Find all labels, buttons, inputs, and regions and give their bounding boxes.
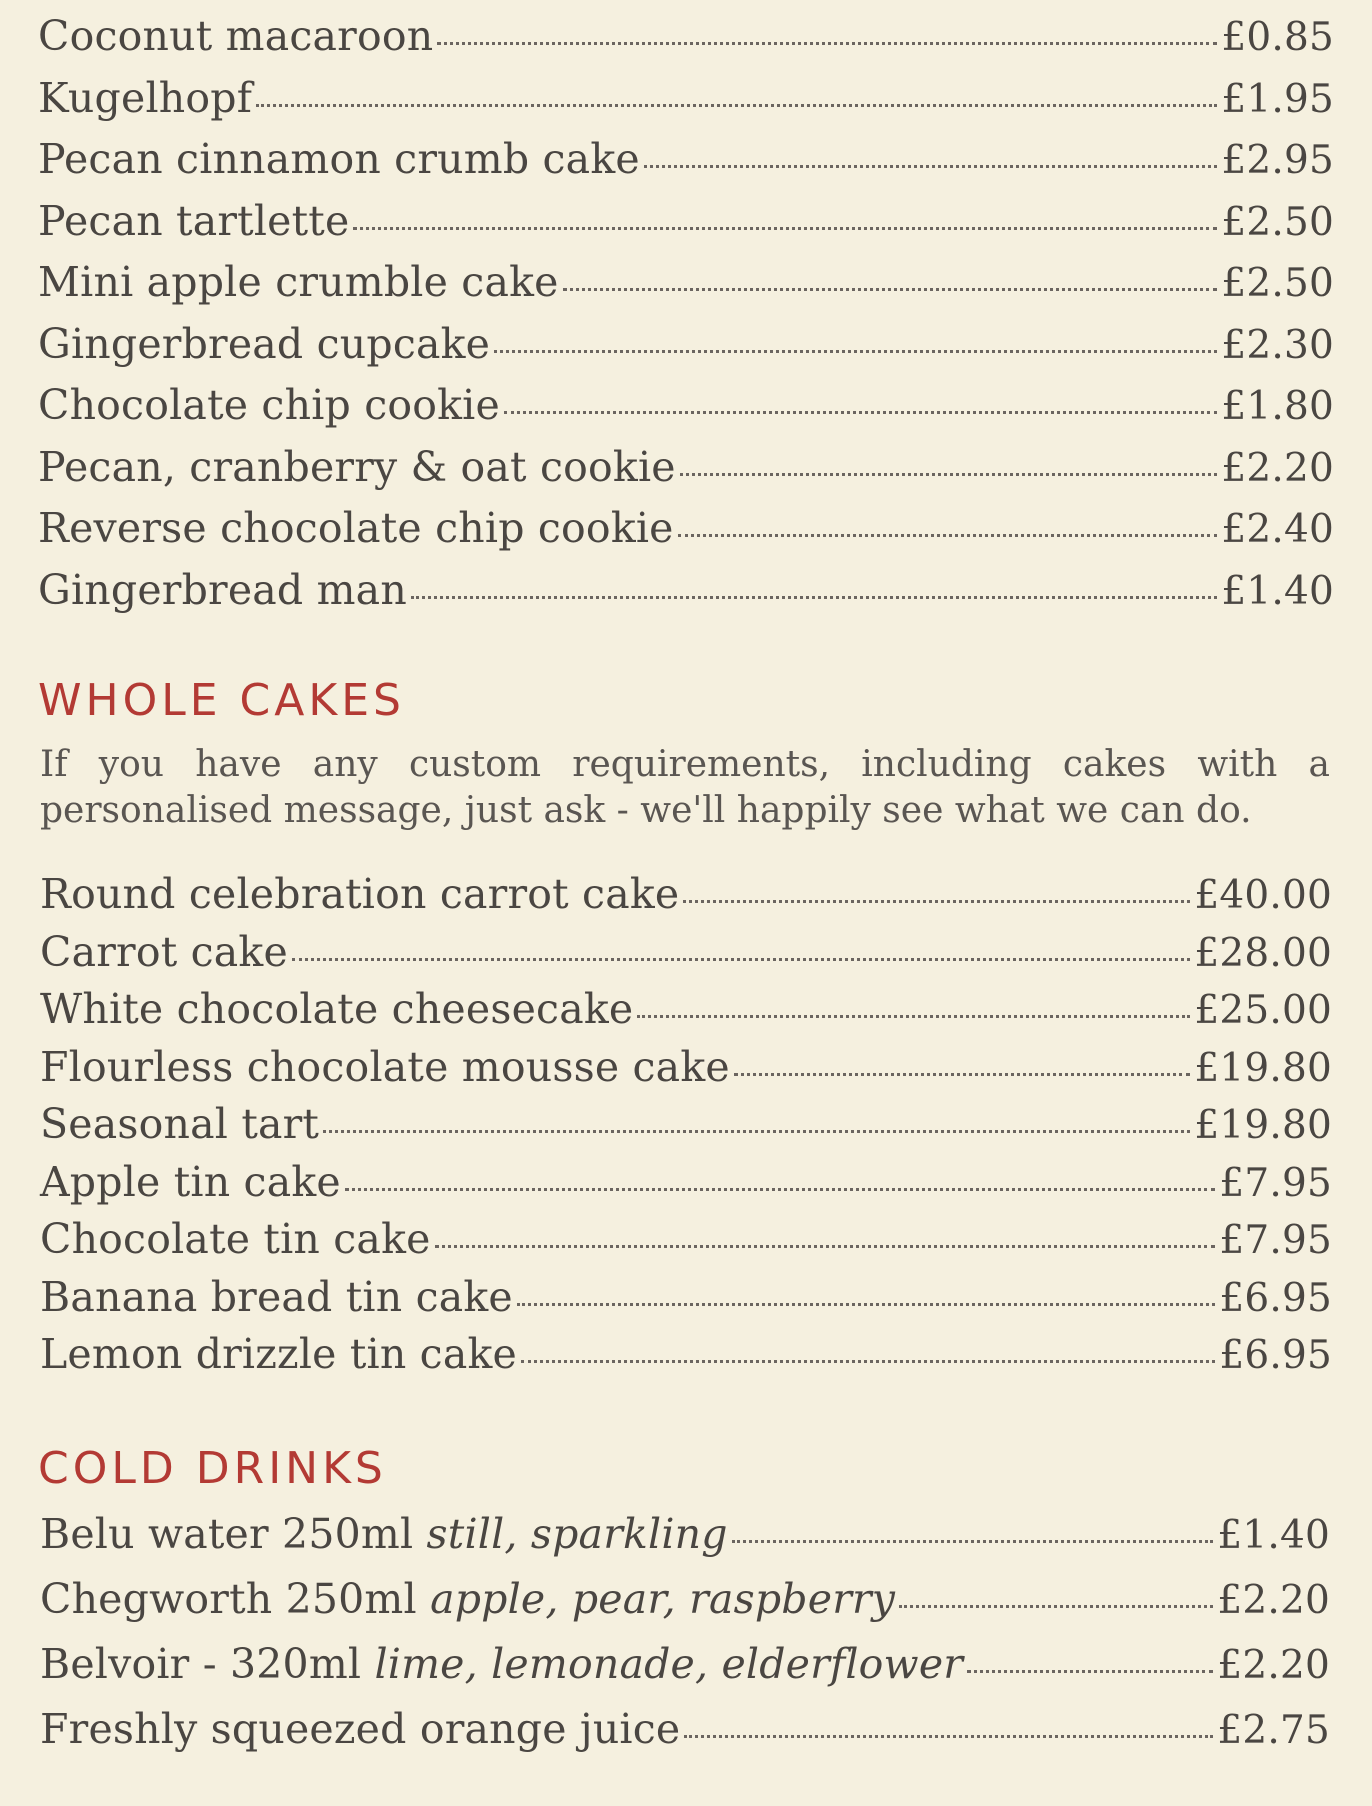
menu-item <box>40 1273 1332 1331</box>
dot-leader <box>437 42 1217 45</box>
item-price: £2.75 <box>1217 1708 1330 1753</box>
item-price: £2.50 <box>1221 261 1334 306</box>
item-options: apple, pear, raspberry <box>430 1575 896 1623</box>
menu-item <box>38 320 1334 382</box>
menu-item <box>38 135 1334 197</box>
item-name: Coconut macaroon <box>38 12 434 60</box>
menu-item <box>40 928 1332 986</box>
item-price: £2.30 <box>1221 322 1334 368</box>
dot-leader <box>967 1670 1213 1673</box>
item-name: White chocolate cheesecake <box>40 985 634 1033</box>
menu-item <box>40 1215 1332 1273</box>
item-options: still, sparkling <box>426 1510 728 1558</box>
item-price: £2.20 <box>1217 1643 1330 1688</box>
item-name: Seasonal tart <box>40 1100 320 1148</box>
menu-item <box>38 381 1334 443</box>
dot-leader <box>504 411 1217 414</box>
item-name: Belvoir - 320ml <box>40 1640 362 1688</box>
dot-leader <box>345 1188 1215 1191</box>
whole-cakes-intro: If you have any custom requirements, including cakes with a personalised message, just ask - we'll happily see what we can do. <box>40 744 1330 831</box>
menu-item <box>40 1575 1330 1640</box>
item-name: Flourless chocolate mousse cake <box>40 1042 730 1091</box>
dot-leader <box>323 1130 1190 1133</box>
item-name: Round celebration carrot cake <box>40 870 680 918</box>
item-price: £6.95 <box>1219 1275 1332 1321</box>
menu-item <box>38 74 1334 136</box>
item-name-wrap <box>40 1575 895 1623</box>
cold-drinks-list <box>40 1510 1330 1770</box>
item-price: £2.20 <box>1217 1578 1330 1623</box>
dot-leader <box>517 1303 1215 1306</box>
item-name: Belu water 250ml <box>40 1510 414 1558</box>
item-price: £1.40 <box>1217 1513 1330 1558</box>
item-price: £25.00 <box>1194 988 1332 1033</box>
dot-leader <box>683 900 1190 903</box>
item-name: Freshly squeezed orange juice <box>40 1705 681 1753</box>
item-name: Chegworth 250ml <box>40 1575 417 1623</box>
menu-item <box>38 258 1334 320</box>
dot-leader <box>899 1605 1213 1608</box>
item-name-wrap <box>40 1510 728 1558</box>
item-name: Carrot cake <box>40 927 288 976</box>
item-name: Gingerbread man <box>38 565 407 614</box>
item-price: £2.50 <box>1221 199 1334 245</box>
dot-leader <box>644 165 1218 168</box>
dot-leader <box>256 104 1217 107</box>
menu-item <box>40 1330 1332 1388</box>
menu-item <box>40 1043 1332 1101</box>
menu-item <box>40 1100 1332 1158</box>
item-options: lime, lemonade, elderflower <box>374 1640 964 1688</box>
item-name: Lemon drizzle tin cake <box>40 1330 518 1378</box>
item-name: Pecan tartlette <box>38 196 350 245</box>
item-price: £1.95 <box>1221 76 1334 122</box>
menu-item <box>40 985 1332 1043</box>
menu-item <box>38 443 1334 505</box>
item-price: £7.95 <box>1219 1218 1332 1263</box>
item-price: £0.85 <box>1221 15 1334 60</box>
menu-item <box>40 1640 1330 1705</box>
item-price: £40.00 <box>1194 873 1332 918</box>
dot-leader <box>734 1073 1191 1076</box>
dot-leader <box>353 227 1217 230</box>
section-title-whole-cakes: WHOLE CAKES <box>38 675 405 726</box>
dot-leader <box>680 473 1218 476</box>
dot-leader <box>637 1015 1190 1018</box>
menu-item <box>40 870 1332 928</box>
item-price: £1.80 <box>1221 384 1334 429</box>
item-name: Pecan cinnamon crumb cake <box>38 135 640 183</box>
menu-item <box>38 197 1334 259</box>
dot-leader <box>435 1245 1216 1248</box>
dot-leader <box>494 350 1217 353</box>
item-name: Banana bread tin cake <box>40 1272 513 1321</box>
dot-leader <box>678 534 1218 537</box>
dot-leader <box>563 288 1218 291</box>
item-name: Mini apple crumble cake <box>38 258 559 306</box>
menu-item <box>40 1705 1330 1770</box>
item-name: Kugelhopf <box>38 73 253 122</box>
menu-item <box>40 1158 1332 1216</box>
item-name: Gingerbread cupcake <box>38 319 491 368</box>
dot-leader <box>411 596 1217 599</box>
item-price: £2.20 <box>1221 445 1334 491</box>
menu-item <box>40 1510 1330 1575</box>
item-price: £2.95 <box>1221 138 1334 183</box>
item-price: £19.80 <box>1194 1045 1332 1091</box>
menu-item <box>38 12 1334 74</box>
item-name: Reverse chocolate chip cookie <box>38 504 674 552</box>
whole-cakes-list <box>40 870 1332 1388</box>
dot-leader <box>521 1360 1215 1363</box>
item-price: £2.40 <box>1221 507 1334 552</box>
item-price: £6.95 <box>1219 1333 1332 1378</box>
item-price: £19.80 <box>1194 1103 1332 1148</box>
item-name-wrap <box>40 1640 963 1688</box>
menu-item <box>38 566 1334 628</box>
item-price: £7.95 <box>1219 1160 1332 1206</box>
item-name: Pecan, cranberry & oat cookie <box>38 442 676 491</box>
menu-item <box>38 504 1334 566</box>
item-name: Apple tin cake <box>40 1157 341 1206</box>
item-name: Chocolate tin cake <box>40 1215 431 1263</box>
item-name: Chocolate chip cookie <box>38 381 500 429</box>
dot-leader <box>292 958 1190 961</box>
pastries-list <box>38 12 1334 627</box>
section-title-cold-drinks: COLD DRINKS <box>38 1443 387 1494</box>
dot-leader <box>732 1540 1214 1543</box>
item-price: £28.00 <box>1194 930 1332 976</box>
dot-leader <box>684 1735 1213 1738</box>
item-price: £1.40 <box>1221 568 1334 614</box>
